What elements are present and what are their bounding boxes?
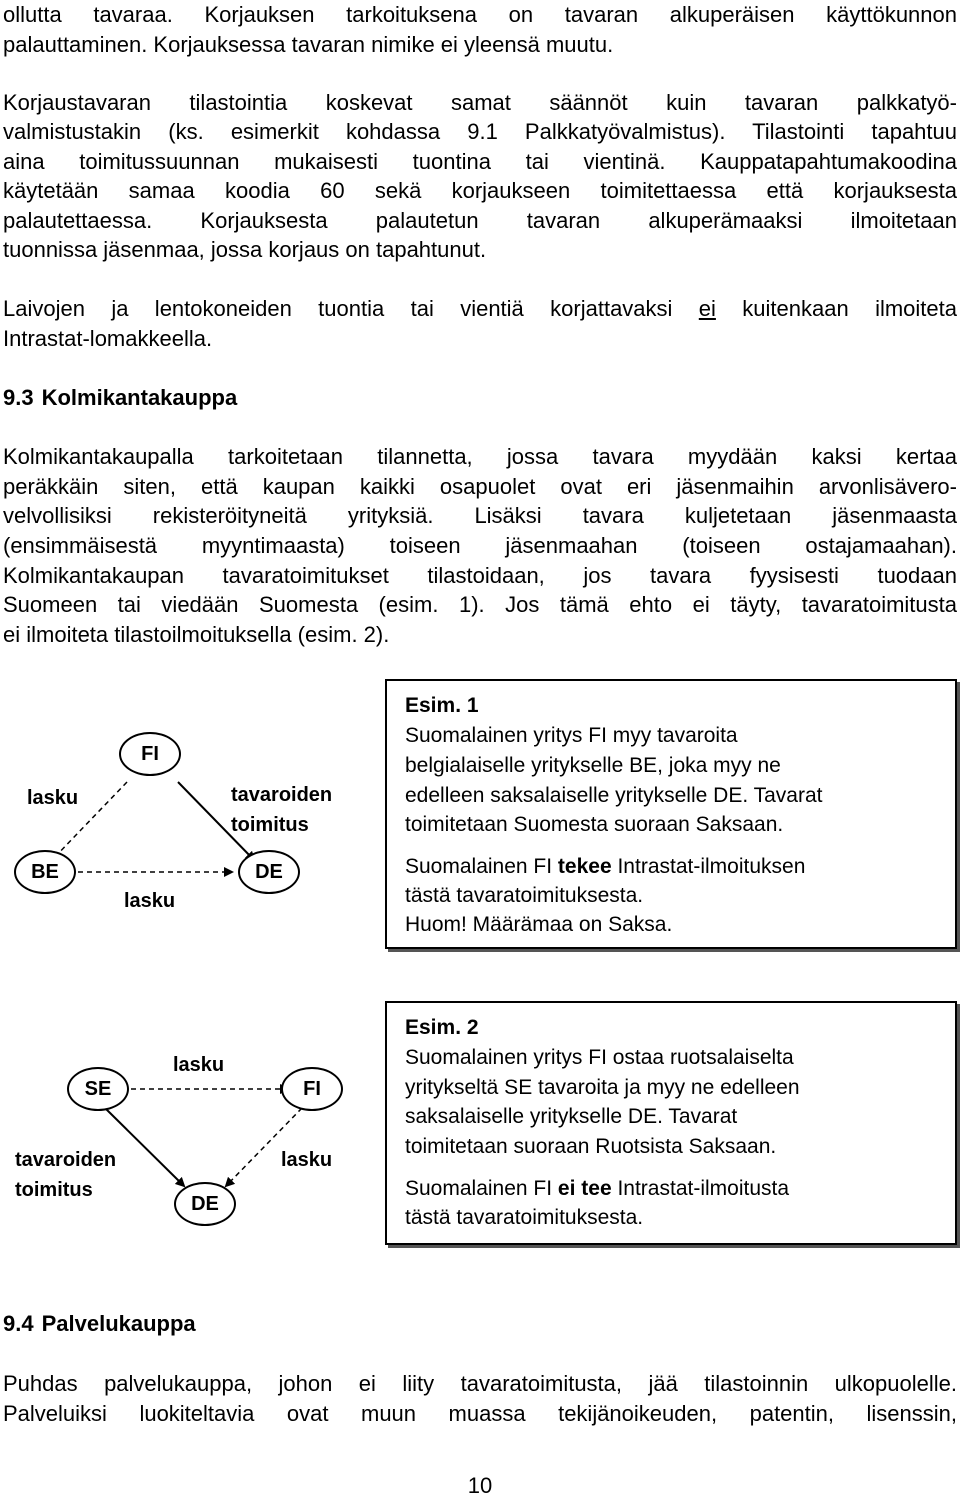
body-line: velvollisiksi rekisteröityneitä yrityksiä. Lisäksi tavara kuljetetaan jäsenmaasta — [3, 503, 957, 528]
diagram-2-label-invoice: lasku — [281, 1149, 333, 1171]
section-number: 9.4 — [3, 1311, 34, 1336]
diagram-1-arrows — [0, 700, 380, 930]
example-2-box — [385, 1001, 957, 1245]
page-number: 10 — [467, 1473, 493, 1498]
repair-line: tuonnissa jäsenmaa, jossa korjaus on tapahtunut. — [3, 237, 487, 262]
example-1-title: Esim. 1 — [405, 694, 479, 717]
ships-underlined-text: ei — [698, 296, 716, 321]
example-1-line: edelleen saksalaiselle yritykselle DE. Tavarat — [405, 784, 823, 807]
ships-line — [3, 294, 957, 324]
example-1-line: toimitetaan Suomesta suoraan Saksaan. — [405, 813, 784, 836]
ships-line: Intrastat-lomakkeella. — [3, 326, 213, 351]
intro-line: ollutta tavaraa. Korjauksen tarkoituksena on tavaran alkuperäisen käyttökunnon — [3, 2, 957, 27]
ships-text: Laivojen ja lentokoneiden tuontia tai vientiä korjattavaksi — [3, 296, 699, 321]
repair-line: palautettaessa. Korjauksesta palautetun tavaran alkuperämaaksi ilmoitetaan — [3, 208, 957, 233]
example-1-note: tästä tavaratoimituksesta. — [405, 884, 644, 907]
diagram-2-label-delivery: tavaroiden — [15, 1149, 117, 1171]
delivery-arrow-se-to-de — [105, 1108, 184, 1186]
body-line: Suomeen tai viedään Suomesta (esim. 1). Jos tämä ehto ei täyty, tavaratoimitusta — [3, 592, 957, 617]
diagram-1-label-delivery: tavaroiden — [231, 784, 333, 806]
example-2-line: yritykseltä SE tavaroita ja myy ne edelleen — [405, 1076, 800, 1099]
repair-line: aina toimitussuunnan mukaisesti tuontina tai vientinä. Kauppatapahtumakoodina — [3, 149, 957, 174]
example-1-box — [385, 679, 957, 949]
body-line: Kolmikantakaupalla tarkoitetaan tilannetta, jossa tavara myydään kaksi kertaa — [3, 444, 957, 469]
body-line: Palveluiksi luokiteltavia ovat muun muassa tekijänoikeuden, patentin, lisenssin, — [3, 1401, 957, 1426]
diagram-2-label-delivery: toimitus — [15, 1179, 93, 1201]
section-title: Kolmikantakauppa — [41, 385, 238, 410]
example-1-line: belgialaiselle yritykselle BE, joka myy ne — [405, 754, 781, 777]
diagram-1-node-de: DE — [238, 850, 300, 894]
example-1-line: Suomalainen yritys FI myy tavaroita — [405, 724, 738, 747]
example-1-note — [405, 852, 805, 882]
note-text: Intrastat-ilmoituksen — [611, 855, 806, 878]
ships-text: kuitenkaan ilmoiteta — [715, 296, 957, 321]
body-line: ei ilmoiteta tilastoilmoituksella (esim. 2). — [3, 622, 390, 647]
diagram-1-label-delivery: toimitus — [231, 814, 309, 836]
example-2-line: toimitetaan suoraan Ruotsista Saksaan. — [405, 1135, 777, 1158]
repair-line: Korjaustavaran tilastointia koskevat samat säännöt kuin tavaran palkkatyö- — [3, 90, 957, 115]
diagram-2-label-invoice: lasku — [173, 1054, 225, 1076]
example-2-note: tästä tavaratoimituksesta. — [405, 1206, 644, 1229]
note-text: Suomalainen FI — [405, 855, 558, 878]
section-heading-9-4 — [3, 1309, 196, 1339]
diagram-1-node-fi: FI — [119, 732, 181, 776]
body-line: Kolmikantakaupan tavaratoimitukset tilastoidaan, jos tavara fyysisesti tuodaan — [3, 563, 957, 588]
section-heading-9-3 — [3, 383, 237, 413]
diagram-2-node-se: SE — [67, 1067, 129, 1111]
body-line: (ensimmäisestä myyntimaasta) toiseen jäsenmaahan (toiseen ostajamaahan). — [3, 533, 957, 558]
example-2-note — [405, 1174, 789, 1204]
note-bold-text: tekee — [557, 855, 612, 878]
body-line: peräkkäin siten, että kaupan kaikki osapuolet ovat eri jäsenmaihin arvonlisävero- — [3, 474, 957, 499]
example-2-line: Suomalainen yritys FI ostaa ruotsalaiselta — [405, 1046, 794, 1069]
diagram-2-node-de: DE — [174, 1182, 236, 1226]
note-text: Suomalainen FI — [405, 1177, 558, 1200]
diagram-1-label-invoice: lasku — [124, 890, 176, 912]
repair-line: käytetään samaa koodia 60 sekä korjaukseen toimitettaessa että korjauksesta — [3, 178, 957, 203]
example-1-note: Huom! Määrämaa on Saksa. — [405, 913, 673, 936]
note-bold-text: ei tee — [557, 1177, 612, 1200]
note-text: Intrastat-ilmoitusta — [611, 1177, 790, 1200]
section-title: Palvelukauppa — [41, 1311, 196, 1336]
diagram-1-node-be: BE — [14, 850, 76, 894]
diagram-1-label-invoice: lasku — [27, 787, 79, 809]
example-2-line: saksalaiselle yritykselle DE. Tavarat — [405, 1105, 738, 1128]
body-line: Puhdas palvelukauppa, johon ei liity tavaratoimitusta, jää tilastoinnin ulkopuolelle. — [3, 1371, 957, 1396]
example-2-title: Esim. 2 — [405, 1016, 479, 1039]
repair-line: valmistustakin (ks. esimerkit kohdassa 9.1 Palkkatyövalmistus). Tilastointi tapahtuu — [3, 119, 957, 144]
intro-line: palauttaminen. Korjauksessa tavaran nimike ei yleensä muutu. — [3, 32, 614, 57]
diagram-2-node-fi: FI — [281, 1067, 343, 1111]
section-number: 9.3 — [3, 385, 34, 410]
